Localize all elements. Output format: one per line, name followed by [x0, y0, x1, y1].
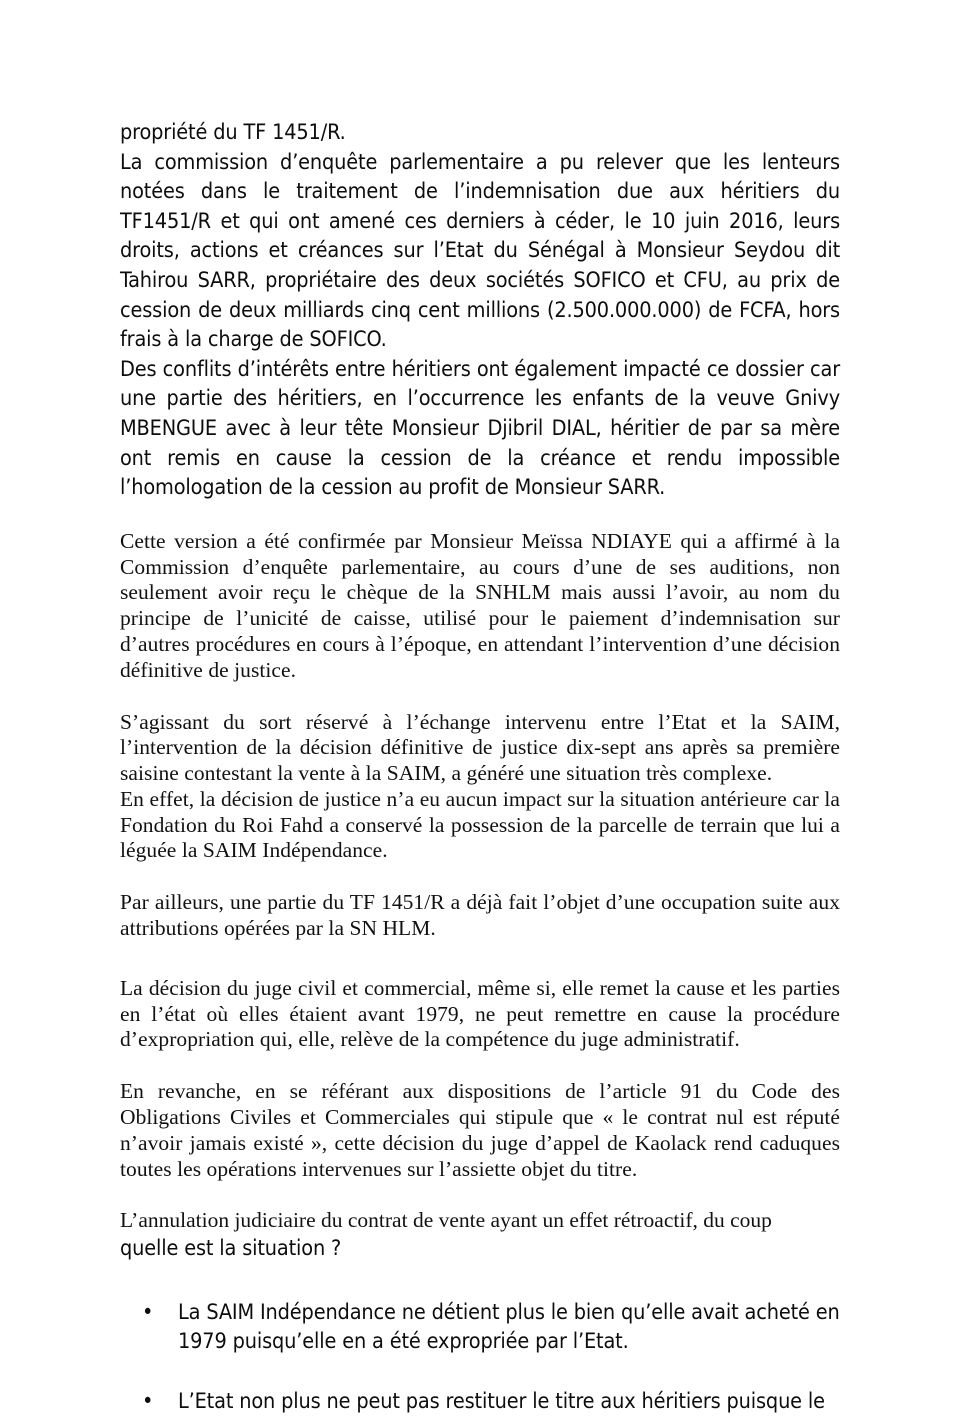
paragraph-propriete-tf: propriété du TF 1451/R.	[120, 120, 346, 145]
bullet-icon: •	[142, 1299, 154, 1325]
list-spacer	[120, 1264, 840, 1298]
paragraph-spacer	[120, 1182, 840, 1208]
paragraph-par-ailleurs: Par ailleurs, une partie du TF 1451/R a déjà fait l’objet d’une occupation suite aux attributions opérées par la SN HLM.	[120, 890, 840, 941]
bullet-icon: •	[142, 1389, 154, 1415]
paragraph-cette-version: Cette version a été confirmée par Monsieur Meïssa NDIAYE qui a affirmé à la Commission d’enquête parlementaire, au cours d’une de ses auditions, non seulement avoir reçu le chèque de la SNHLM mais aussi l’avoir, au nom du principe de l’unicité de caisse, utilisé pour le paiement d’indemnisation sur d’autres procédures en cours à l’époque, en attendant l’intervention d’une décision définitive de justice.	[120, 528, 840, 682]
paragraph-decision-juge-civil: La décision du juge civil et commercial, même si, elle remet la cause et les parties en l’état où elles étaient avant 1979, ne peut remettre en cause la procédure d’expropriation qui, elle, relève de la compétence du juge administratif.	[120, 975, 840, 1052]
question-quelle-situation: quelle est la situation ?	[120, 1236, 342, 1262]
page-text-column	[120, 118, 840, 1417]
conclusion-bullet-list	[120, 1298, 840, 1417]
list-item-label: L’Etat non plus ne peut pas restituer le titre aux héritiers puisque le	[178, 1389, 825, 1415]
paragraph-annulation-judiciaire: L’annulation judiciaire du contrat de vente ayant un effet rétroactif, du coup	[120, 1208, 772, 1233]
paragraph-spacer	[120, 864, 840, 890]
list-item-label: La SAIM Indépendance ne détient plus le bien qu’elle avait acheté en 1979 puisqu’elle en a été expropriée par l’Etat.	[178, 1299, 840, 1355]
paragraph-conflits-interets: Des conflits d’intérêts entre héritiers ont également impacté ce dossier car une partie des héritiers, en l’occurrence les enfants de la veuve Gnivy MBENGUE avec à leur tête Monsieur Djibril DIAL, héritier de par sa mère ont remis en cause la cession de la créance et rendu impossible l’homologation de la cession au profit de Monsieur SARR.	[120, 356, 840, 501]
list-item	[120, 1387, 840, 1417]
paragraph-commission-enquete: La commission d’enquête parlementaire a pu relever que les lenteurs notées dans le traitement de l’indemnisation due aux héritiers du TF1451/R et qui ont amené ces derniers à céder, le 10 juin 2016, leurs droits, actions et créances sur l’Etat du Sénégal à Monsieur Seydou dit Tahirou SARR, propriétaire des deux sociétés SOFICO et CFU, au prix de cession de deux milliards cinq cent millions (2.500.000.000) de FCFA, hors frais à la charge de SOFICO.	[120, 149, 840, 353]
paragraph-spacer	[120, 1053, 840, 1079]
paragraph-spacer	[120, 942, 840, 976]
paragraph-en-effet: En effet, la décision de justice n’a eu aucun impact sur la situation antérieure car la Fondation du Roi Fahd a conservé la possession de la parcelle de terrain que lui a léguée la SAIM Indépendance.	[120, 786, 840, 863]
paragraph-spacer	[120, 684, 840, 710]
list-item	[120, 1298, 840, 1357]
paragraph-sagissant-du-sort: S’agissant du sort réservé à l’échange intervenu entre l’Etat et la SAIM, l’intervention de la décision définitive de justice dix-sept ans après sa première saisine contestant la vente à la SAIM, a généré une situation très complexe.	[120, 709, 840, 786]
paragraph-spacer	[120, 503, 840, 529]
paragraph-en-revanche: En revanche, en se référant aux dispositions de l’article 91 du Code des Obligations Civiles et Commerciales qui stipule que « le contrat nul est réputé n’avoir jamais existé », cette décision du juge d’appel de Kaolack rend caduques toutes les opérations intervenues sur l’assiette objet du titre.	[120, 1079, 840, 1181]
